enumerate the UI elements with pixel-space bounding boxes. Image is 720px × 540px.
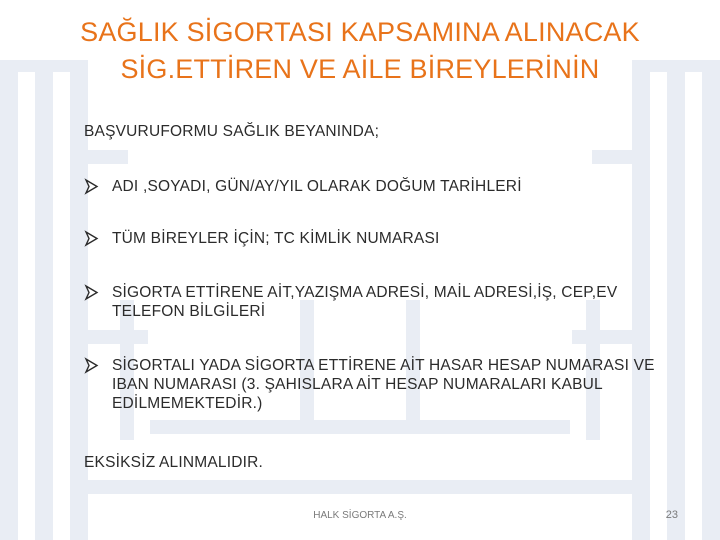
arrowhead-bullet-icon [84, 229, 100, 248]
footer-company: HALK SİGORTA A.Ş. [313, 510, 407, 521]
bullet-text: ADI ,SOYADI, GÜN/AY/YIL OLARAK DOĞUM TARİHLERİ [112, 178, 522, 195]
slide-title-line-1: SAĞLIK SİGORTASI KAPSAMINA ALINACAK [80, 17, 640, 47]
arrowhead-bullet-icon [84, 177, 100, 196]
closing-text: EKSİKSİZ ALINMALIDIR. [84, 454, 264, 471]
slide-title-line-2: SİG.ETTİREN VE AİLE BİREYLERİNİN [120, 54, 600, 84]
bullet-item-4 [84, 356, 684, 413]
intro-text: BAŞVURUFORMU SAĞLIK BEYANINDA; [84, 123, 380, 140]
slide-title [0, 14, 720, 88]
bullet-text: TÜM BİREYLER İÇİN; TC KİMLİK NUMARASI [112, 230, 440, 247]
bullet-text: SİGORTA ETTİRENE AİT,YAZIŞMA ADRESİ, MAİL ADRESİ,İŞ, CEP,EV TELEFON BİLGİLERİ [112, 284, 618, 320]
bullet-item-3 [84, 283, 684, 321]
arrowhead-bullet-icon [84, 283, 100, 302]
bullet-item-1 [84, 177, 684, 196]
bullet-text: SİGORTALI YADA SİGORTA ETTİRENE AİT HASAR HESAP NUMARASI VE IBAN NUMARASI (3. ŞAHISLARA AİT HESAP NUMARALARI KABUL EDİLMEMEKTEDİR.) [112, 357, 655, 412]
bullet-item-2 [84, 229, 684, 248]
page-number: 23 [665, 509, 678, 521]
arrowhead-bullet-icon [84, 356, 100, 375]
